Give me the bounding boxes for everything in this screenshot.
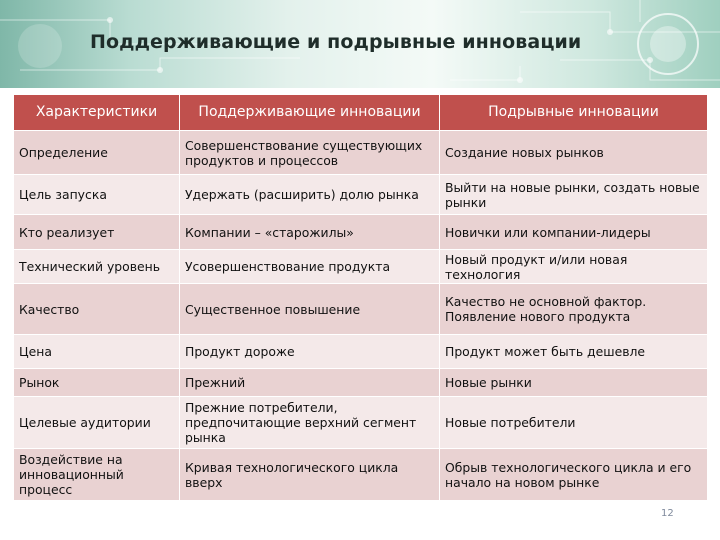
table-cell: Создание новых рынков xyxy=(440,131,708,175)
table-cell: Качество xyxy=(14,284,180,335)
table-cell: Технический уровень xyxy=(14,250,180,284)
table-cell: Новые потребители xyxy=(440,397,708,449)
comparison-table xyxy=(13,94,708,501)
table-cell: Прежний xyxy=(180,369,440,397)
table-row xyxy=(14,175,708,215)
table-row xyxy=(14,215,708,250)
table-row xyxy=(14,131,708,175)
page-number: 12 xyxy=(661,508,674,519)
table-row xyxy=(14,335,708,369)
table-cell: Новые рынки xyxy=(440,369,708,397)
table-cell: Усовершенствование продукта xyxy=(180,250,440,284)
table-cell: Продукт может быть дешевле xyxy=(440,335,708,369)
table-cell: Компании – «старожилы» xyxy=(180,215,440,250)
table-cell: Цена xyxy=(14,335,180,369)
table-row xyxy=(14,284,708,335)
column-header: Поддерживающие инновации xyxy=(180,95,440,131)
slide-title: Поддерживающие и подрывные инновации xyxy=(90,31,582,53)
table-header-row xyxy=(14,95,708,131)
table-cell: Воздействие на инновационный процесс xyxy=(14,449,180,501)
table-cell: Прежние потребители, предпочитающие верхний сегмент рынка xyxy=(180,397,440,449)
table-cell: Рынок xyxy=(14,369,180,397)
table-cell: Кто реализует xyxy=(14,215,180,250)
column-header: Подрывные инновации xyxy=(440,95,708,131)
table-cell: Выйти на новые рынки, создать новые рынки xyxy=(440,175,708,215)
table-cell: Совершенствование существующих продуктов и процессов xyxy=(180,131,440,175)
table-cell: Кривая технологического цикла вверх xyxy=(180,449,440,501)
table-cell: Новый продукт и/или новая технология xyxy=(440,250,708,284)
table-row xyxy=(14,250,708,284)
table-cell: Качество не основной фактор. Появление нового продукта xyxy=(440,284,708,335)
table-cell: Существенное повышение xyxy=(180,284,440,335)
table-row xyxy=(14,369,708,397)
table-row xyxy=(14,397,708,449)
table-cell: Обрыв технологического цикла и его начало на новом рынке xyxy=(440,449,708,501)
table-cell: Продукт дороже xyxy=(180,335,440,369)
table-row xyxy=(14,449,708,501)
table-cell: Новички или компании-лидеры xyxy=(440,215,708,250)
header-banner xyxy=(0,0,720,88)
table-cell: Удержать (расширить) долю рынка xyxy=(180,175,440,215)
table-cell: Цель запуска xyxy=(14,175,180,215)
column-header: Характеристики xyxy=(14,95,180,131)
table-cell: Определение xyxy=(14,131,180,175)
table-cell: Целевые аудитории xyxy=(14,397,180,449)
